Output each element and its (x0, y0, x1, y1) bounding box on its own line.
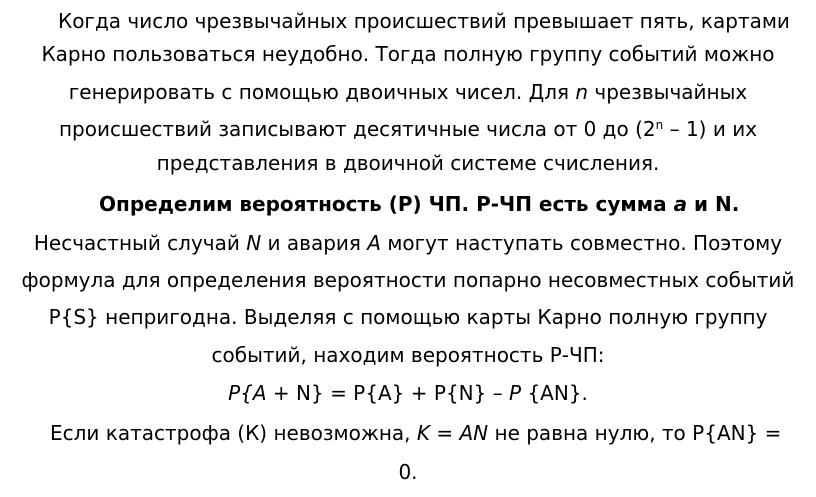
formula-part1: P{A (228, 381, 267, 405)
p1-line2: Карно пользоваться неудобно. Тогда полную группу событий можно (41, 42, 775, 66)
p3-line1-text: Если катастрофа (К) невозможна, (50, 421, 417, 445)
p2-line1-text-end: могут наступать совместно. Поэтому (380, 231, 783, 255)
heading (99, 192, 739, 216)
p2-line1-text-mid: и авария (261, 231, 368, 255)
heading-text-end: и N. (687, 192, 740, 216)
p3-line1-text-end: не равна нулю, то P{AN} = (488, 421, 782, 445)
superscript-n: n (655, 118, 664, 132)
p2-line1-text: Несчастный случай (33, 231, 247, 255)
heading-text: Определим вероятность (Р) ЧП. Р-ЧП есть сумма (99, 192, 674, 216)
p2-line1 (0, 231, 816, 255)
p1-line3-text: генерировать с помощью двоичных чисел. Для (68, 80, 576, 104)
formula-part4: {AN}. (521, 381, 588, 405)
p2-line4: событий, находим вероятность Р-ЧП: (211, 343, 605, 367)
p1-line3 (0, 80, 816, 104)
heading-var-a: a (673, 192, 688, 216)
var-A: A (367, 231, 381, 255)
formula-part2: + N} = P{A} + P{N} – (266, 381, 510, 405)
p2-line3: P{S} непригодна. Выделяя с помощью карты Карно полную группу (48, 305, 768, 329)
p1-line5: представления в двоичной системе счисления. (156, 151, 660, 175)
p1-line4-text-end: – 1) и их (663, 117, 758, 141)
p1-line4-text: происшествий записывают десятичные числа от 0 до (2 (58, 117, 656, 141)
p1-line1: Когда число чрезвычайных происшествий превышает пять, картами (58, 9, 790, 33)
p2-line2: формула для определения вероятности попарно несовместных событий (21, 268, 795, 292)
formula (0, 381, 816, 405)
p1-line4 (0, 117, 816, 141)
p1-line3-text-end: чрезвычайных (588, 80, 748, 104)
var-n: n (575, 80, 589, 104)
p3-line1-expr: K = AN (416, 421, 489, 445)
p3-line2: 0. (398, 460, 418, 484)
p3-line1 (50, 421, 781, 445)
formula-part3: P (509, 381, 522, 405)
var-N: N (246, 231, 262, 255)
